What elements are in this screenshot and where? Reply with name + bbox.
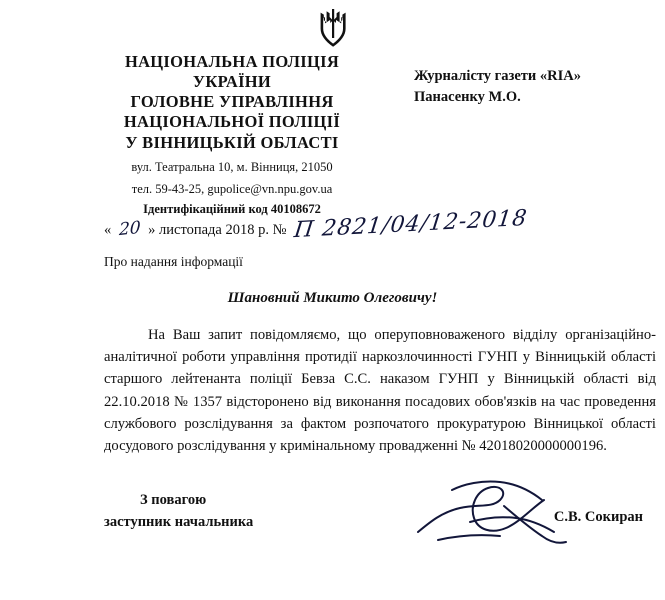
signature-name: С.В. Сокиран [553,509,643,525]
addressee-line-1: Журналісту газети «RIA» [414,68,581,84]
org-line-2: УКРАЇНИ [192,72,272,92]
org-line-4: НАЦІОНАЛЬНОЇ ПОЛІЦІЇ [123,112,341,132]
dateline-quote-open: « [104,222,112,238]
letterhead-id-code: Ідентифікаційний код 40108672 [143,202,321,217]
dateline-number-handwritten: П 2821/04/12-2018 [292,205,529,244]
dateline-day-handwritten: 20 [118,217,141,241]
letterhead-address: вул. Театральна 10, м. Вінниця, 21050 [131,159,333,174]
signature-block [104,490,253,534]
subject-line: Про надання інформації [104,254,243,269]
salutation: Шановний Микито Олеговичу! [227,290,438,306]
letterhead-contacts: тел. 59-43-25, gupolice@vn.npu.gov.ua [131,181,333,196]
addressee-line-2: Панасенку М.О. [414,89,521,106]
letterhead [72,52,392,217]
org-line-5: У ВІННИЦЬКІЙ ОБЛАСТІ [125,132,339,152]
org-line-3: ГОЛОВНЕ УПРАВЛІННЯ [130,92,334,112]
signature-respect: З повагою [140,492,207,508]
org-line-1: НАЦІОНАЛЬНА ПОЛІЦІЯ [124,52,340,71]
dateline-quote-close: » [148,222,156,238]
signature-position: заступник начальника [104,513,254,530]
ukraine-trident-emblem [0,8,665,55]
dateline-month-year: листопада 2018 р. № [159,222,287,238]
body-text: На Ваш запит повідомляємо, що оперуповноваженого відділу організаційно-аналітичної роботи управління протидії наркозлочинності ГУНП у Вінницькій області старшого лейтенанта поліції Бевза С.С. наказом ГУНП у Вінницькій області від 22.10.2018 № 1357 відсторонено від виконання посадових обов'язків на час проведення службового розслідування за фактом розпочатого прокуратурою Вінницької області досудового розслідування у кримінальному провадженні № 42018020000000196. [104,327,656,454]
addressee-block [414,66,654,108]
